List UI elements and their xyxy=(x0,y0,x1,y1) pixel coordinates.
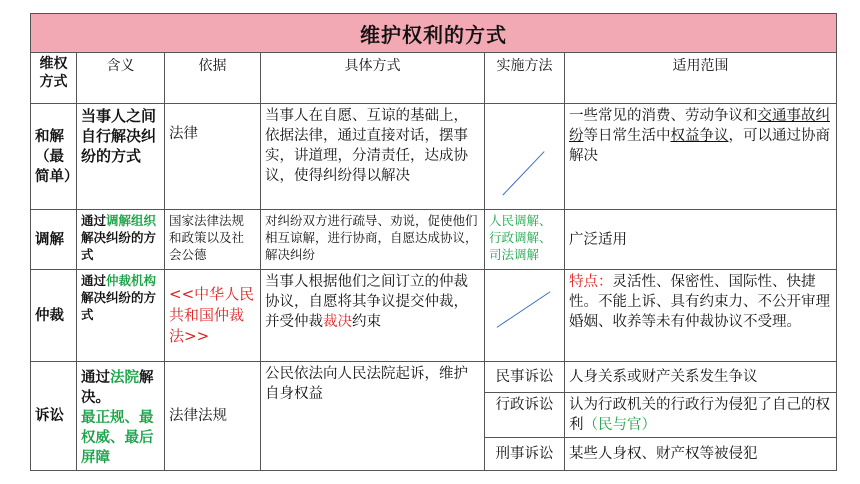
method-susong: 公民依法向人民法院起诉，维护自身权益 xyxy=(261,362,485,471)
impl-administrative: 行政诉讼 xyxy=(485,392,565,438)
meaning-susong: 通过法院解决。 最正规、最权威、最后屏障 xyxy=(77,362,165,471)
impl-tiaojie: 人民调解、 行政调解、 司法调解 xyxy=(485,210,565,270)
table-row xyxy=(31,362,837,393)
meaning-tiaojie: 通过调解组织解决纠纷的方式 xyxy=(77,210,165,270)
meaning-hejie: 当事人之间自行解决纠纷的方式 xyxy=(77,104,165,210)
header-scope: 适用范围 xyxy=(565,53,837,104)
table-title: 维护权利的方式 xyxy=(31,14,837,53)
impl-civil: 民事诉讼 xyxy=(485,362,565,393)
basis-zhongcai: <<中华人民共和国仲裁法>> xyxy=(165,270,261,362)
header-specific-way: 具体方式 xyxy=(261,53,485,104)
table-row xyxy=(31,210,837,270)
header-basis: 依据 xyxy=(165,53,261,104)
scope-zhongcai: 特点：灵活性、保密性、国际性、快捷性。不能上诉、具有约束力、不公开审理 婚姻、收养等未有仲裁协议不受理。 xyxy=(565,270,837,362)
scope-tiaojie: 广泛适用 xyxy=(565,210,837,270)
header-row xyxy=(31,53,837,104)
diagonal-line xyxy=(485,104,564,209)
rights-table xyxy=(30,13,837,471)
header-method-type: 维权方式 xyxy=(31,53,77,104)
header-meaning: 含义 xyxy=(77,53,165,104)
basis-susong: 法律法规 xyxy=(165,362,261,471)
row-name-zhongcai: 仲裁 xyxy=(31,270,77,362)
table-row xyxy=(31,270,837,362)
table-row xyxy=(31,104,837,210)
scope-civil: 人身关系或财产关系发生争议 xyxy=(565,362,837,393)
scope-hejie: 一些常见的消费、劳动争议和交通事故纠纷等日常生活中权益争议，可以通过协商解决 xyxy=(565,104,837,210)
impl-hejie-empty xyxy=(485,104,565,210)
method-tiaojie: 对纠纷双方进行疏导、劝说，促使他们相互谅解，进行协商，自愿达成协议，解决纠纷 xyxy=(261,210,485,270)
diagonal-line xyxy=(485,270,564,361)
scope-administrative: 认为行政机关的行政行为侵犯了自己的权利（民与官） xyxy=(565,392,837,438)
impl-criminal: 刑事诉讼 xyxy=(485,438,565,471)
basis-hejie: 法律 xyxy=(165,104,261,210)
basis-tiaojie: 国家法律法规和政策以及社会公德 xyxy=(165,210,261,270)
method-hejie: 当事人在自愿、互谅的基础上，依据法律，通过直接对话，摆事实，讲道理，分清责任，达成协议，使得纠纷得以解决 xyxy=(261,104,485,210)
row-name-susong: 诉讼 xyxy=(31,362,77,471)
impl-zhongcai-empty xyxy=(485,270,565,362)
meaning-zhongcai: 通过仲裁机构解决纠纷的方式 xyxy=(77,270,165,362)
scope-criminal: 某些人身权、财产权等被侵犯 xyxy=(565,438,837,471)
header-implementation: 实施方法 xyxy=(485,53,565,104)
row-name-tiaojie: 调解 xyxy=(31,210,77,270)
row-name-hejie: 和解（最简单） xyxy=(31,104,77,210)
method-zhongcai: 当事人根据他们之间订立的仲裁协议，自愿将其争议提交仲裁，并受仲裁裁决约束 xyxy=(261,270,485,362)
